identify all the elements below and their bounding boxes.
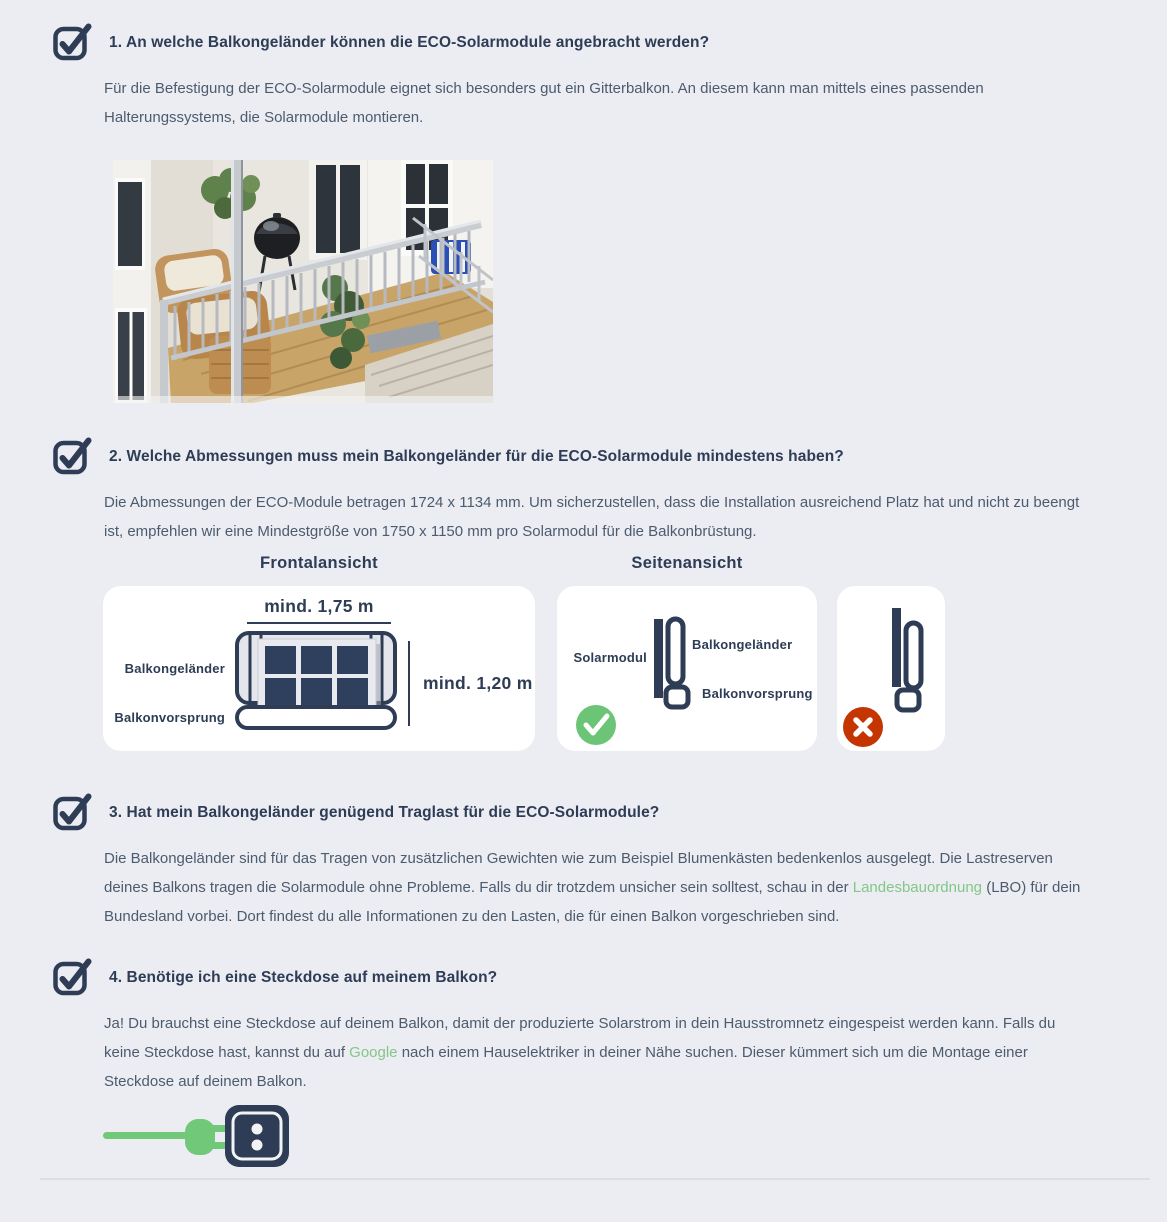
question-title: 4. Benötige ich eine Steckdose auf meinem Balkon? xyxy=(109,969,498,986)
faq-section-3 xyxy=(0,795,1167,931)
front-view-diagram xyxy=(103,586,535,751)
question-row xyxy=(52,25,1167,62)
power-socket-icon xyxy=(225,1105,289,1167)
checked-checkbox-icon xyxy=(52,957,92,997)
question-row xyxy=(52,960,1167,997)
answer-text-segment: nach einem Hauselektriker in deiner Nähe suchen. Dieser kümmert sich um die Montage einer Steckdose auf deinem Balkon. xyxy=(104,1044,1028,1090)
railing-label: Balkongeländer xyxy=(124,661,225,676)
question-row xyxy=(52,795,1167,832)
answer-text-segment: Ja! Du brauchst eine Steckdose auf deinem Balkon, damit der produzierte Solarstrom in dein Hausstromnetz eingespeist werden kann. Falls du keine Steckdose hast, kannst du auf xyxy=(104,1015,1056,1061)
inline-link[interactable]: Google xyxy=(349,1044,398,1061)
answer-text xyxy=(104,488,1089,546)
faq-section-4 xyxy=(0,960,1167,1168)
module-label: Solarmodul xyxy=(573,650,647,665)
side-view-title: Seitenansicht xyxy=(631,554,743,572)
answer-text-segment: Die Abmessungen der ECO-Module betragen 1724 x 1134 mm. Um sicherzustellen, dass die Installation ausreichend Platz hat und nicht zu beengt ist, empfehlen wir eine Mindestgröße von 1750 x 1150 mm pro Solarmodul für die Balkonbrüstung. xyxy=(104,494,1080,540)
answer-text-segment: Für die Befestigung der ECO-Solarmodule eignet sich besonders gut ein Gitterbalkon. An diesem kann man mittels eines passenden Halterungssystems, die Solarmodule montieren. xyxy=(104,80,984,126)
side-view-correct-card xyxy=(557,586,817,751)
diagram-cards xyxy=(103,586,1167,751)
side-view-correct-diagram xyxy=(557,586,817,751)
plug-socket-illustration xyxy=(103,1104,293,1168)
faq-section-1 xyxy=(0,25,1167,403)
answer-text-segment: Die Balkongeländer sind für das Tragen von zusätzlichen Gewichten wie zum Beispiel Blumenkästen bedenkenlos ausgelegt. Die Lastreserven deines Balkons tragen die Solarmodule ohne Probleme. Falls du dir trotzdem unsicher sein solltest, schau in der xyxy=(104,850,1053,896)
ledge-label: Balkonvorsprung xyxy=(702,686,813,701)
balcony-photo xyxy=(113,160,493,403)
power-plug-icon xyxy=(103,1119,229,1155)
diagram-titles xyxy=(103,554,1167,573)
answer-text-segment: (LBO) für dein Bundesland vorbei. Dort findest du alle Informationen zu den Lasten, die für einen Balkon vorgeschrieben sind. xyxy=(104,879,1081,925)
inline-link[interactable]: Landesbauordnung xyxy=(852,879,983,896)
side-view-incorrect-card xyxy=(837,586,945,751)
checked-checkbox-icon xyxy=(52,22,92,62)
front-view-title: Frontalansicht xyxy=(260,554,378,572)
question-title: 1. An welche Balkongeländer können die ECO-Solarmodule angebracht werden? xyxy=(109,34,710,51)
min-height-label: mind. 1,20 m xyxy=(423,673,533,693)
front-view-card xyxy=(103,586,535,751)
x-circle-icon xyxy=(843,707,883,747)
answer-text xyxy=(104,1009,1089,1096)
question-title: 2. Welche Abmessungen muss mein Balkongeländer für die ECO-Solarmodule mindestens haben? xyxy=(109,448,844,465)
answer-text xyxy=(104,74,1089,132)
faq-section-2 xyxy=(0,439,1167,751)
checked-checkbox-icon xyxy=(52,436,92,476)
question-title: 3. Hat mein Balkongeländer genügend Traglast für die ECO-Solarmodule? xyxy=(109,804,660,821)
section-divider xyxy=(40,1178,1150,1180)
question-row xyxy=(52,439,1167,476)
min-width-label: mind. 1,75 m xyxy=(264,596,374,616)
ledge-label: Balkonvorsprung xyxy=(114,710,225,725)
railing-label: Balkongeländer xyxy=(692,637,793,652)
side-view-incorrect-diagram xyxy=(837,586,945,751)
check-circle-icon xyxy=(576,705,616,745)
checked-checkbox-icon xyxy=(52,792,92,832)
answer-text xyxy=(104,844,1089,931)
